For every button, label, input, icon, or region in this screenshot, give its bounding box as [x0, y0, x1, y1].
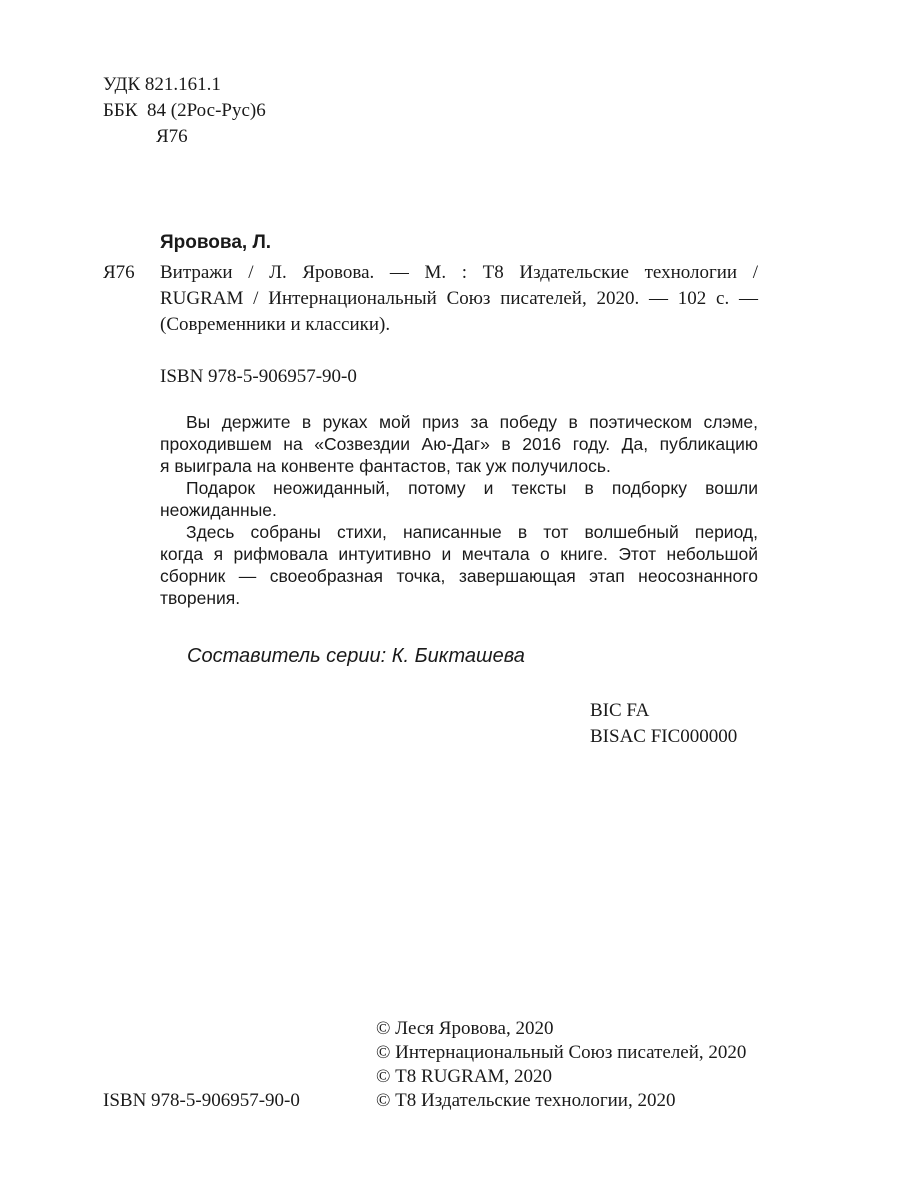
biblio-line-1: Витражи / Л. Яровова. — М. : Т8 Издательские технологии / [160, 262, 758, 283]
annotation-line: я выиграла на конвенте фантастов, так уж получилось. [160, 456, 611, 476]
entry-isbn: ISBN 978-5-906957-90-0 [160, 366, 357, 387]
biblio-line-2: RUGRAM / Интернациональный Союз писателей, 2020. — 102 с. — [160, 288, 758, 309]
footer-isbn: ISBN 978-5-906957-90-0 [103, 1090, 300, 1111]
series-compiler: Составитель серии: К. Бикташева [187, 645, 525, 667]
annotation-line: Здесь собраны стихи, написанные в тот волшебный период, [186, 522, 758, 542]
annotation-line: Вы держите в руках мой приз за победу в поэтическом слэме, [186, 412, 758, 432]
copyright-line: © Леся Яровова, 2020 [376, 1018, 554, 1039]
author-mark: Я76 [103, 262, 135, 283]
bbk-code: ББК 84 (2Рос-Рус)6 [103, 100, 266, 121]
copyright-line: © Интернациональный Союз писателей, 2020 [376, 1042, 747, 1063]
bic-code: BIC FA [590, 700, 650, 721]
copyright-line: © Т8 RUGRAM, 2020 [376, 1066, 552, 1087]
udc-code: УДК 821.161.1 [103, 74, 221, 95]
annotation-line: творения. [160, 588, 241, 608]
copyright-line: © Т8 Издательские технологии, 2020 [376, 1090, 676, 1111]
biblio-line-3: (Современники и классики). [160, 314, 391, 335]
annotation-line: неожиданные. [160, 500, 277, 520]
annotation-line: когда я рифмовала интуитивно и мечтала о книге. Этот небольшой [160, 544, 758, 564]
annotation-line: Подарок неожиданный, потому и тексты в подборку вошли [186, 478, 758, 498]
annotation-line: сборник — своеобразная точка, завершающая этап неосознанного [160, 566, 758, 586]
author-mark-top: Я76 [156, 126, 188, 147]
author-name: Яровова, Л. [160, 232, 272, 253]
annotation-line: проходившем на «Созвездии Аю-Даг» в 2016 году. Да, публикацию [160, 434, 758, 454]
bisac-code: BISAC FIC000000 [590, 726, 738, 747]
